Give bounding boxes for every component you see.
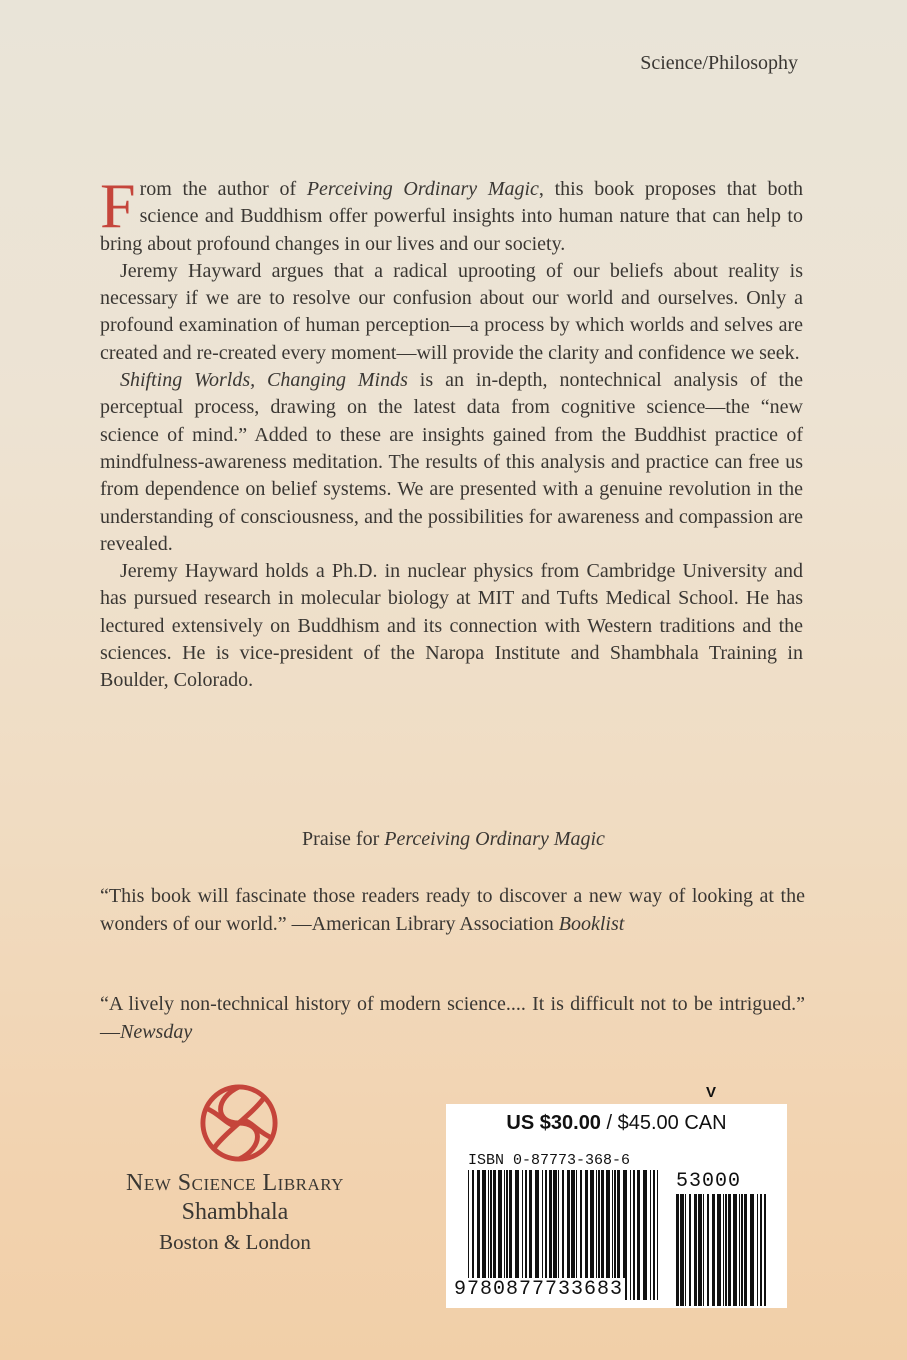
barcode-bar [733,1194,737,1306]
barcode-bar [750,1194,754,1306]
barcode-bar [637,1170,640,1300]
drop-cap: F [100,170,136,241]
blurb-paragraph-2: Jeremy Hayward argues that a radical uprooting of our beliefs about reality is necessary if we are to resolve our confusion about our world and ourselves. Only a profound examination of human perception—a process by which worlds and selves are created and re-created every moment—will provide the clarity and confidence we seek. [100,259,803,364]
quote-source: Newsday [120,1021,193,1043]
barcode-bar [760,1194,762,1306]
publisher-location: Boston & London [159,1230,311,1254]
blurb-paragraph-1: From the author of Perceiving Ordinary Magic, this book proposes that both science and Buddhism offer powerful insights into human nature that can help to bring about profound changes in our lives and our society. [100,170,803,255]
isbn-label: ISBN 0-87773-368-6 [468,1152,631,1169]
barcode-bar [703,1194,704,1306]
book-title-ref: Perceiving Ordinary Magic [306,178,539,200]
price-label: US $30.00 / $45.00 CAN [506,1112,727,1134]
barcode-box [446,1104,787,1308]
praise-heading: Praise for Perceiving Ordinary Magic [302,828,605,850]
barcode-bar [723,1194,724,1306]
ean-number: 9780877733683 [454,1278,624,1301]
barcode-bar [643,1170,647,1300]
praise-quote-1: “This book will fascinate those readers ready to discover a new way of looking at the wonders of our world.” —American Library Association Booklist [100,885,805,935]
barcode-bar [698,1194,702,1306]
barcode-bar [630,1170,631,1300]
barcode-bar [741,1194,743,1306]
barcode-bar [757,1194,758,1306]
swirl-logo-icon [198,1082,280,1164]
addon-number: 53000 [676,1170,742,1193]
publisher-imprint: New Science Library [126,1170,344,1196]
barcode-bar [744,1194,747,1306]
quote-source: Booklist [558,913,625,935]
barcode-bar [764,1194,766,1306]
barcode-bar [680,1194,684,1306]
barcode-bar [717,1194,721,1306]
barcode-bar [650,1170,651,1300]
barcode-bar [728,1194,731,1306]
barcode-bar [685,1194,686,1306]
barcode-bar [689,1194,691,1306]
barcode-bar [725,1194,727,1306]
category-label: Science/Philosophy [640,52,798,74]
barcode-bar [676,1194,679,1306]
barcode-bar [694,1194,697,1306]
barcode-bar [633,1170,635,1300]
book-title: Shifting Worlds, Changing Minds [120,369,408,392]
v-mark: V [706,1084,717,1101]
back-cover-blurb [100,170,803,695]
barcode-bar [712,1194,715,1306]
barcode-bar [707,1194,709,1306]
barcode-bar [657,1170,658,1300]
barcode-bar [653,1170,655,1300]
praise-quote-2: “A lively non-technical history of modern science.... It is difficult not to be intrigued.” —Newsday [100,993,805,1043]
barcode-bar [739,1194,740,1306]
publisher-name: Shambhala [181,1199,289,1225]
author-bio: Jeremy Hayward holds a Ph.D. in nuclear physics from Cambridge University and has pursued research in molecular biology at MIT and Tufts Medical School. He has lectured extensively on Buddhism and its connection with Western traditions and the sciences. He is vice-president of the Naropa Institute and Shambhala Training in Boulder, Colorado. [100,560,803,692]
blurb-paragraph-3: Shifting Worlds, Changing Minds is an in-depth, nontechnical analysis of the perceptual process, drawing on the latest data from cognitive science—the “new science of mind.” Added to these are insights gained from the Buddhist practice of mindfulness-awareness meditation. The results of this analysis and practice can free us from dependence on belief systems. We are presented with a genuine revolution in the understanding of consciousness, and the possibilities for awareness and compassion are revealed. [100,369,803,555]
